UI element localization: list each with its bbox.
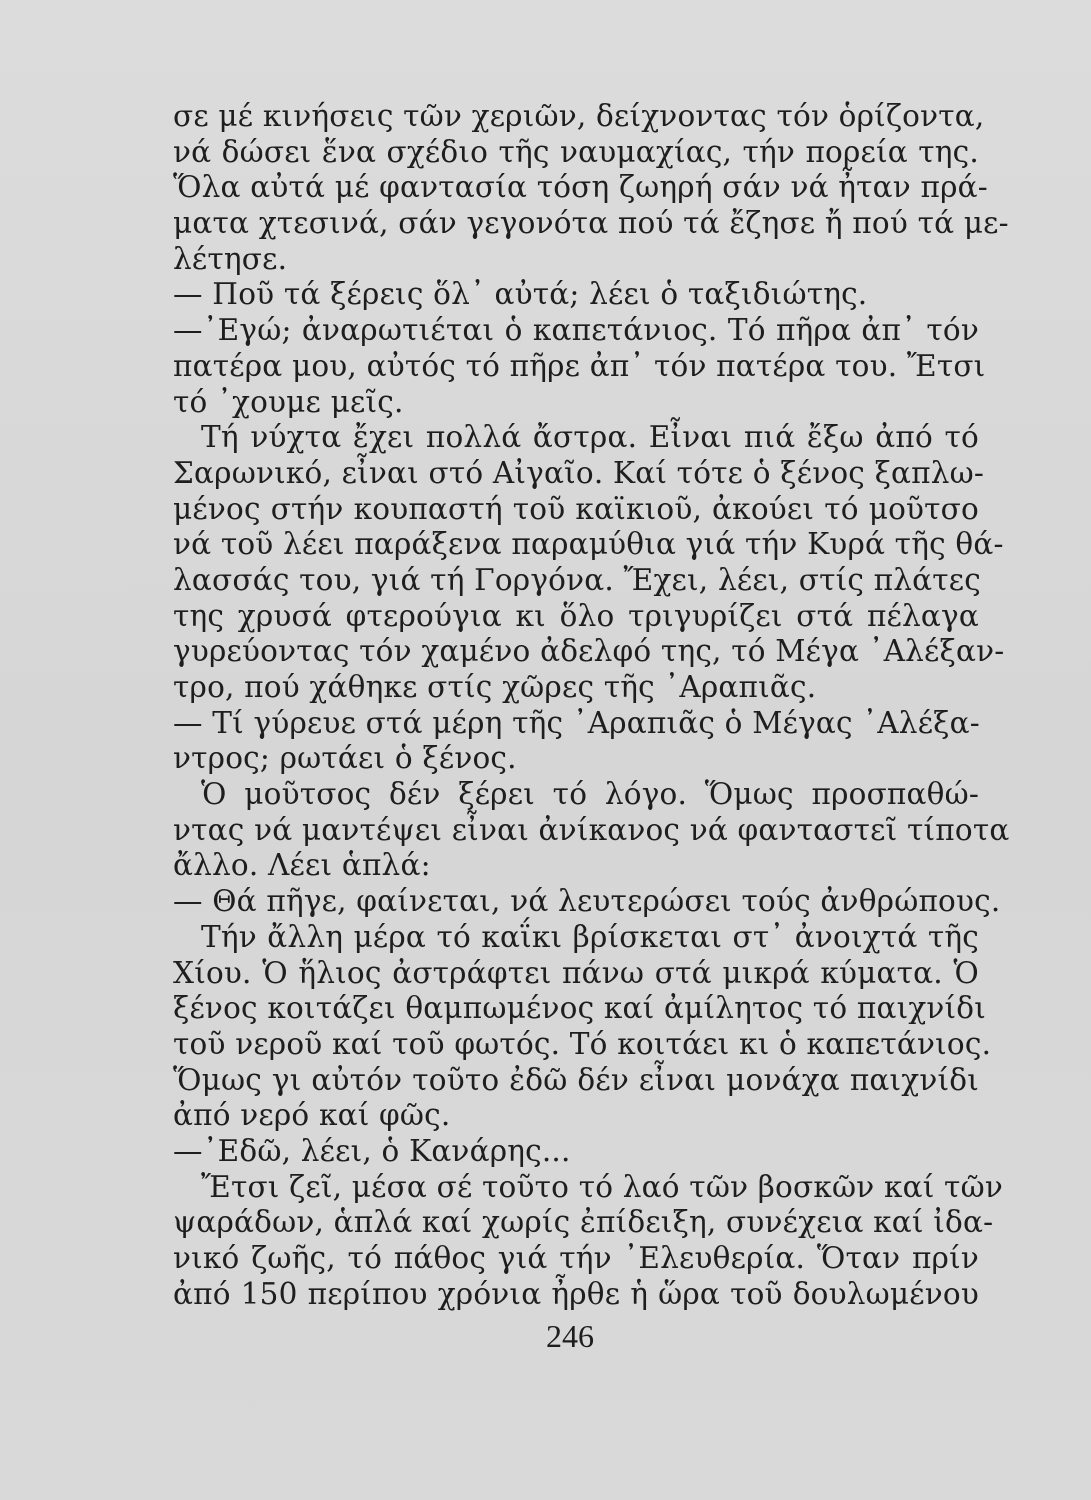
text-line: Ἔτσι ζεῖ, μέσα σέ τοῦτο τό λαό τῶν βοσκῶν καί τῶν [201,1169,1003,1204]
text-line: —᾽Εδῶ, λέει, ὁ Κανάρης... [173,1133,571,1168]
text-line: Ὅλα αὐτά μέ φαντασία τόση ζωηρή σάν νά ἦταν πρά- [173,170,988,205]
text-line: Τή νύχτα ἔχει πολλά ἄστρα. Εἶναι πιά ἔξω ἀπό τό [201,420,979,455]
text-line: της χρυσά φτερούγια κι ὅλο τριγυρίζει στά πέλαγα [173,598,979,633]
text-line: Τήν ἄλλη μέρα τό καΐκι βρίσκεται στ᾽ ἀνοιχτά τῆς [201,919,979,954]
text-line: νά τοῦ λέει παράξενα παραμύθια γιά τήν Κυρά τῆς θά- [173,527,1004,562]
text-line: Ὅμως γι αὐτόν τοῦτο ἐδῶ δέν εἶναι μονάχα παιχνίδι [173,1062,979,1097]
text-line: ψαράδων, ἁπλά καί χωρίς ἐπίδειξη, συνέχεια καί ἰδα- [173,1205,994,1240]
text-line: τοῦ νεροῦ καί τοῦ φωτός. Τό κοιτάει κι ὁ καπετάνιος. [173,1026,992,1061]
text-line: — Τί γύρευε στά μέρη τῆς ᾽Αραπιᾶς ὁ Μέγας ᾽Αλέξα- [173,705,980,740]
text-line: ματα χτεσινά, σάν γεγονότα πού τά ἔζησε ἤ πού τά με- [173,206,1009,241]
text-line: τρο, πού χάθηκε στίς χῶρες τῆς ᾽Αραπιᾶς. [173,670,817,704]
text-line: Ὁ μοῦτσος δέν ξέρει τό λόγο. Ὅμως προσπαθώ- [201,777,979,812]
text-line: σε μέ κινήσεις τῶν χεριῶν, δείχνοντας τόν ὁρίζοντα, [173,99,985,133]
text-line: ἀπό νερό καί φῶς. [173,1098,451,1133]
text-line: — Θά πῆγε, φαίνεται, νά λευτερώσει τούς ἀνθρώπους. [173,884,1001,919]
text-line: ἀπό 150 περίπου χρόνια ἦρθε ἡ ὥρα τοῦ δουλωμένου [173,1276,979,1311]
body-text [173,99,1010,1312]
page-number: 246 [546,1318,594,1354]
text-line: ἄλλο. Λέει ἁπλά: [173,848,431,883]
text-line: — Ποῦ τά ξέρεις ὅλ᾽ αὐτά; λέει ὁ ταξιδιώτης. [173,277,868,312]
text-line: Χίου. Ὁ ἥλιος ἀστράφτει πάνω στά μικρά κύματα. Ὁ [173,955,979,990]
text-line: λέτησε. [173,241,288,276]
text-line: νά δώσει ἕνα σχέδιο τῆς ναυμαχίας, τήν πορεία της. [173,134,979,169]
text-line: τό ᾽χουμε μεῖς. [173,384,404,419]
text-line: ντρος; ρωτάει ὁ ξένος. [173,741,517,776]
text-line: νικό ζωῆς, τό πάθος γιά τήν ᾽Ελευθερία. Ὅταν πρίν [173,1241,979,1275]
text-line: λασσάς του, γιά τή Γοργόνα. Ἔχει, λέει, στίς πλάτες [173,562,981,597]
text-line: πατέρα μου, αὐτός τό πῆρε ἀπ᾽ τόν πατέρα του. Ἔτσι [173,348,986,383]
text-line: Σαρωνικό, εἶναι στό Αἰγαῖο. Καί τότε ὁ ξένος ξαπλω- [173,455,985,490]
text-line: ντας νά μαντέψει εἶναι ἀνίκανος νά φανταστεῖ τίποτα [173,812,1010,847]
text-line: γυρεύοντας τόν χαμένο ἀδελφό της, τό Μέγα ᾽Αλέξαν- [173,634,1005,669]
text-line: —᾽Εγώ; ἀναρωτιέται ὁ καπετάνιος. Τό πῆρα ἀπ᾽ τόν [173,313,979,348]
text-line: ξένος κοιτάζει θαμπωμένος καί ἀμίλητος τό παιχνίδι [173,991,987,1026]
text-line: μένος στήν κουπαστή τοῦ καϊκιοῦ, ἀκούει τό μοῦτσο [173,491,979,526]
